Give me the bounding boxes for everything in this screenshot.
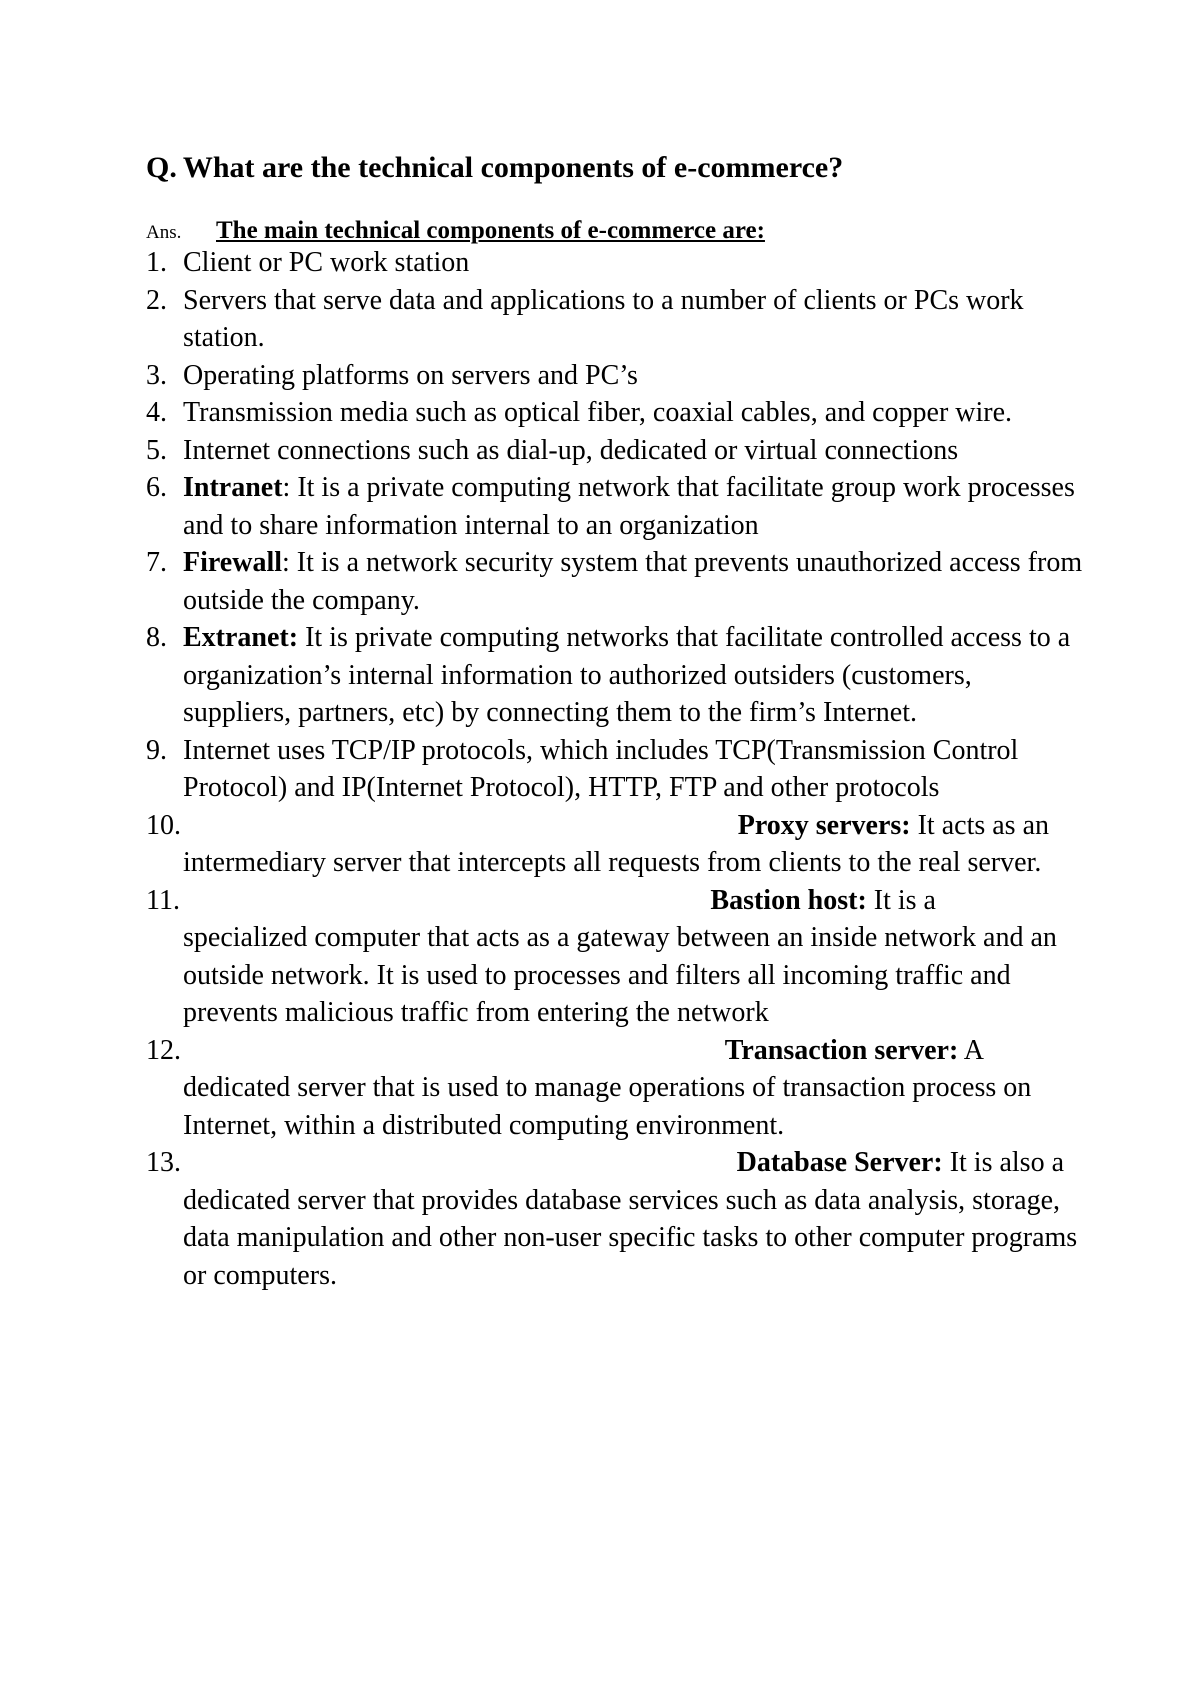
question-prefix: Q. [146, 151, 177, 184]
list-item-text: dedicated server that provides database services such as data analysis, storage, data manipulation and other non-user specific tasks to other computer programs or computers. [183, 1184, 1078, 1291]
list-item [146, 432, 1086, 470]
list-item [146, 1032, 1086, 1145]
list-item-term-line [738, 807, 1049, 845]
answer-label: Ans. [146, 222, 182, 243]
list-item-number: 4. [146, 397, 167, 428]
term-lead: It is also a [942, 1147, 1064, 1178]
components-list [146, 244, 1086, 1294]
list-item-number: 3. [146, 359, 167, 391]
list-item-head [146, 882, 1049, 920]
list-item [146, 394, 1086, 432]
list-item-text [183, 469, 1086, 544]
list-item-number: 7. [146, 547, 167, 578]
list-item-text: Client or PC work station [183, 247, 470, 278]
list-item [146, 732, 1086, 807]
list-item-head [146, 1144, 1064, 1182]
list-item-number: 10. [146, 809, 181, 841]
term-transaction-server: Transaction server: [724, 1034, 959, 1066]
list-item [146, 357, 1086, 395]
list-item-text: Operating platforms on servers and PC’s [183, 359, 638, 391]
term-database-server: Database Server: [736, 1147, 943, 1178]
list-item [146, 544, 1086, 619]
term-firewall: Firewall [183, 547, 283, 578]
list-item [146, 1144, 1086, 1294]
list-item-number: 8. [146, 622, 167, 653]
term-definition: It is a network security system that prevents unauthorized access from outside the company. [183, 547, 1083, 616]
answer-heading: The main technical components of e-commerce are: [216, 217, 765, 244]
list-item-text: dedicated server that is used to manage operations of transaction process on Internet, within a distributed computing environment. [183, 1072, 1032, 1141]
term-definition: It is a private computing network that facilitate group work processes and to share information internal to an organization [183, 472, 1075, 541]
list-item-head [146, 1032, 1049, 1070]
term-definition: It is private computing networks that facilitate controlled access to a organization’s internal information to authorized outsiders (customers, suppliers, partners, etc) by connecting them to the firm’s Internet. [183, 622, 1071, 728]
list-item [146, 282, 1086, 357]
list-item-number: 1. [146, 247, 167, 278]
term-lead: It acts as an [910, 809, 1049, 841]
term-separator: : [282, 472, 291, 503]
list-item-number: 9. [146, 734, 167, 766]
question-text: What are the technical components of e-commerce? [182, 151, 844, 184]
list-item [146, 469, 1086, 544]
list-item-text: Servers that serve data and applications to a number of clients or PCs work station. [183, 284, 1024, 353]
list-item-text [183, 619, 1086, 732]
list-item-number: 5. [146, 434, 167, 466]
list-item-number: 13. [146, 1147, 181, 1178]
term-lead: It is a [866, 884, 936, 916]
list-item [146, 882, 1086, 1032]
list-item [146, 619, 1086, 732]
list-item-number: 12. [146, 1034, 181, 1066]
list-item-text [183, 544, 1086, 619]
list-item-text: Transmission media such as optical fiber, coaxial cables, and copper wire. [183, 397, 1013, 428]
term-intranet: Intranet [183, 472, 283, 503]
list-item-text: specialized computer that acts as a gateway between an inside network and an outside network. It is used to processes and filters all incoming traffic and prevents malicious traffic from entering the network [183, 922, 1057, 1028]
list-item [146, 807, 1086, 882]
list-item-text: Internet uses TCP/IP protocols, which includes TCP(Transmission Control Protocol) and IP(Internet Protocol), HTTP, FTP and other protocols [183, 734, 1019, 803]
list-item-term-line [710, 882, 936, 920]
term-separator: : [282, 547, 290, 578]
list-item [146, 244, 1086, 282]
list-item-head [146, 807, 1049, 845]
list-item-text: intermediary server that intercepts all requests from clients to the real server. [183, 847, 1042, 878]
term-lead: A [958, 1034, 984, 1066]
list-item-text: Internet connections such as dial-up, dedicated or virtual connections [183, 434, 959, 466]
list-item-number: 2. [146, 284, 167, 316]
answer-heading-line [146, 217, 765, 247]
list-item-term-line [725, 1032, 984, 1070]
list-item-number: 11. [146, 884, 180, 916]
list-item-term-line [737, 1144, 1064, 1182]
term-proxy-servers: Proxy servers: [737, 809, 911, 841]
list-item-number: 6. [146, 472, 167, 503]
term-bastion-host: Bastion host: [710, 884, 867, 916]
question-heading [146, 150, 843, 186]
term-extranet: Extranet: [183, 622, 299, 653]
